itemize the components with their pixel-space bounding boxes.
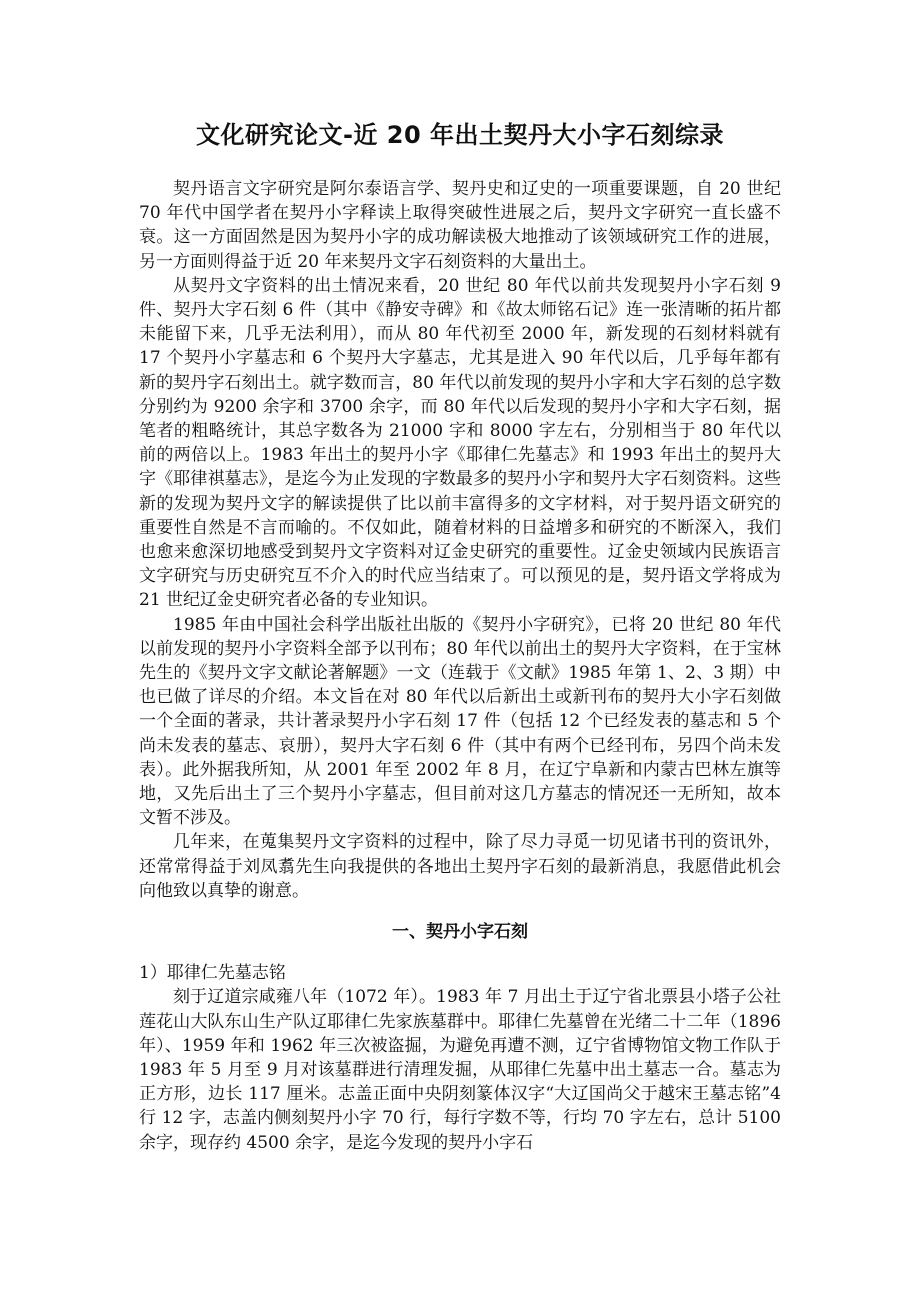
paragraph-acknowledgement: 几年来，在蒐集契丹文字资料的过程中，除了尽力寻觅一切见诸书刊的资讯外，还常常得益于刘凤翥先生向我提供的各地出土契丹字石刻的最新消息，我愿借此机会向他致以真挚的谢意。 bbox=[139, 832, 781, 901]
document-title: 文化研究论文-近 20 年出土契丹大小字石刻综录 bbox=[195, 121, 725, 149]
section-heading: 一、契丹小字石刻 bbox=[392, 922, 528, 943]
document-body bbox=[139, 177, 781, 1155]
item-heading: 1）耶律仁先墓志铭 bbox=[139, 963, 286, 984]
paragraph-discoveries: 从契丹文字资料的出土情况来看，20 世纪 80 年代以前共发现契丹小字石刻 9 件、契丹大字石刻 6 件（其中《静安寺碑》和《故太师铭石记》连一张清晰的拓片都未能留下来，几乎无法利用），而从 80 年代初至 2000 年，新发现的石刻材料就有 17 个契丹小字墓志和 6 个契丹大字墓志，尤其是进入 90 年代以后，几乎每年都有新的契丹字石刻出土。就字数而言，80 年代以前发现的契丹小字和大字石刻的总字数分别约为 9200 余字和 3700 余字，而 80 年代以后发现的契丹小字和大字石刻，据笔者的粗略统计，其总字数各为 21000 字和 8000 字左右，分别相当于 80 年代以前的两倍以上。1983 年出土的契丹小字《耶律仁先墓志》和 1993 年出土的契丹大字《耶律祺墓志》，是迄今为止发现的字数最多的契丹小字和契丹大字石刻资料。这些新的发现为契丹文字的解读提供了比以前丰富得多的文字材料，对于契丹语文研究的重要性自然是不言而喻的。不仅如此，随着材料的日益增多和研究的不断深入，我们也愈来愈深切地感受到契丹文字资料对辽金史研究的重要性。辽金史领域内民族语言文字研究与历史研究互不介入的时代应当结束了。可以预见的是，契丹语文学将成为 21 世纪辽金史研究者必备的专业知识。 bbox=[139, 275, 781, 611]
paragraph-intro: 契丹语言文字研究是阿尔泰语言学、契丹史和辽史的一项重要课题，自 20 世纪 70 年代中国学者在契丹小字释读上取得突破性进展之后，契丹文字研究一直长盛不衰。这一方面固然是因为契丹小字的成功解读极大地推动了该领域研究工作的进展，另一方面则得益于近 20 年来契丹文字石刻资料的大量出土。 bbox=[139, 179, 781, 272]
item-paragraph: 刻于辽道宗咸雍八年（1072 年）。1983 年 7 月出土于辽宁省北票县小塔子公社莲花山大队东山生产队辽耶律仁先家族墓群中。耶律仁先墓曾在光绪二十二年（1896 年）、1959 年和 1962 年三次被盗掘，为避免再遭不测，辽宁省博物馆文物工作队于 1983 年 5 月至 9 月对该墓群进行清理发掘，从耶律仁先墓中出土墓志一合。墓志为正方形，边长 117 厘米。志盖正面中央阴刻篆体汉字“大辽国尚父于越宋王墓志铭”4 行 12 字，志盖内侧刻契丹小字 70 行，每行字数不等，行均 70 字左右，总计 5100 余字，现存约 4500 余字，是迄今发现的契丹小字石 bbox=[139, 987, 781, 1153]
paragraph-scope: 1985 年由中国社会科学出版社出版的《契丹小字研究》，已将 20 世纪 80 年代以前发现的契丹小字资料全部予以刊布；80 年代以前出土的契丹大字资料，在于宝林先生的《契丹文字文献论著解题》一文（连载于《文献》1985 年第 1、2、3 期）中也已做了详尽的介绍。本文旨在对 80 年代以后新出土或新刊布的契丹大小字石刻做一个全面的著录，共计著录契丹小字石刻 17 件（包括 12 个已经发表的墓志和 5 个尚未发表的墓志、哀册），契丹大字石刻 6 件（其中有两个已经刊布，另四个尚未发表）。此外据我所知，从 2001 年至 2002 年 8 月，在辽宁阜新和内蒙古巴林左旗等地，又先后出土了三个契丹小字墓志，但目前对这几方墓志的情况还一无所知，故本文暂不涉及。 bbox=[139, 614, 781, 829]
